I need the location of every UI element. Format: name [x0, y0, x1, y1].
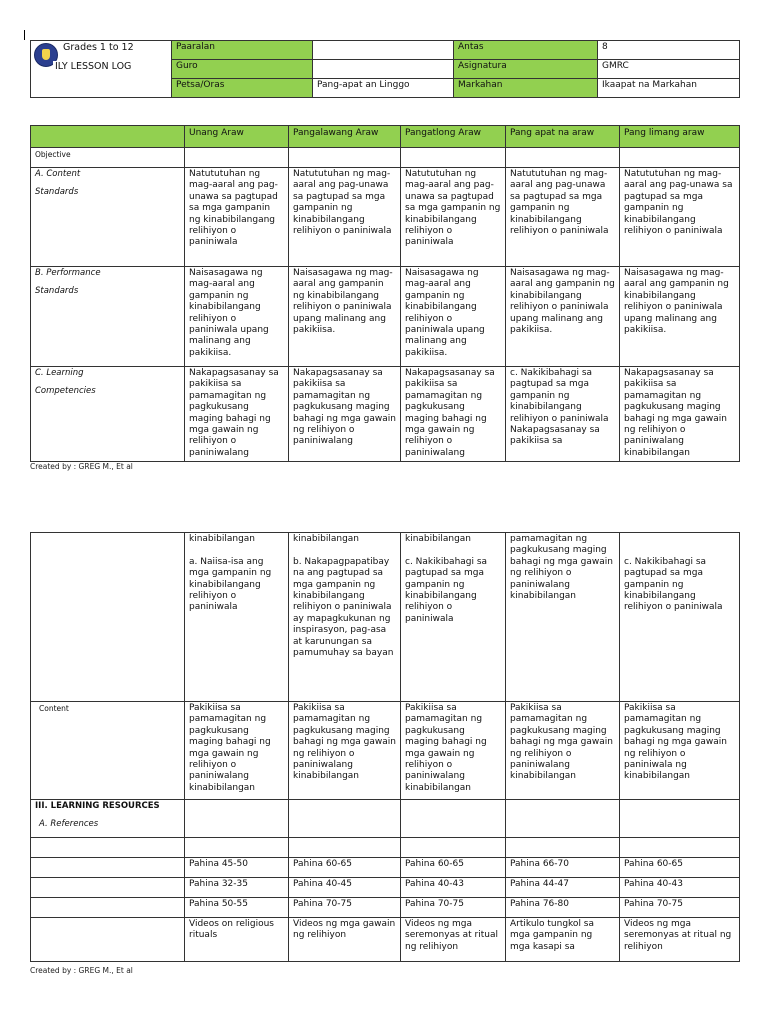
resource-cell[interactable] [620, 800, 740, 838]
objective-cell[interactable] [620, 148, 740, 168]
resource-cell[interactable]: Pahina 70-75 [620, 898, 740, 918]
learning-competencies-label-line2: Competencies [35, 386, 96, 397]
performance-standards-label-line1: B. Performance [35, 268, 101, 278]
content-standard-cell[interactable]: Natututuhan ng mag-aaral ang pag-unawa sa pagtupad sa mga gampanin ng kinabibilangang relihiyon o paniniwala [506, 168, 620, 267]
resource-cell[interactable] [289, 800, 401, 838]
resource-cell[interactable] [185, 838, 289, 858]
performance-standard-cell[interactable]: Naisasagawa ng mag-aaral ang gampanin ng kinabibilangang relihiyon o paniniwala upang malinang ang pakikiisa. [620, 267, 740, 367]
resource-cell[interactable]: Pahina 40-45 [289, 878, 401, 898]
performance-standard-cell[interactable]: Naisasagawa ng mag-aaral ang gampanin ng kinabibilangang relihiyon o paniniwala upang malinang ang pakikiisa. [185, 267, 289, 367]
content-standard-cell[interactable]: Natututuhan ng mag-aaral ang pag-unawa sa pagtupad sa mga gampanin ng kinabibilangang relihiyon o paniniwala [620, 168, 740, 267]
subject-label: Asignatura [454, 60, 598, 79]
resource-label-cell [31, 858, 185, 878]
performance-standards-label-line2: Standards [35, 286, 79, 297]
resource-label-cell [31, 898, 185, 918]
content-standard-cell[interactable]: Natututuhan ng mag-aaral ang pag-unawa sa pagtupad sa mga gampanin ng kinabibilangang relihiyon o paniniwala [289, 168, 401, 267]
resource-cell[interactable]: Pahina 50-55 [185, 898, 289, 918]
resource-cell[interactable]: Videos on religious rituals [185, 918, 289, 962]
resource-cell[interactable]: Pahina 76-80 [506, 898, 620, 918]
header-table [30, 40, 740, 98]
learning-competencies-label-line1: C. Learning [35, 368, 84, 378]
resource-cell[interactable]: Pahina 60-65 [401, 858, 506, 878]
footer-credit: Created by : GREG M., Et al [30, 462, 133, 471]
grade-level-value[interactable]: 8 [598, 41, 740, 60]
content-cell[interactable]: Pakikiisa sa pamamagitan ng pagkukusang maging bahagi ng mga gawain ng relihiyon o paniniwalang kinabibilangan [506, 702, 620, 800]
competencies-continued-label [31, 533, 185, 702]
resource-cell[interactable]: Videos ng mga seremonyas at ritual ng relihiyon [620, 918, 740, 962]
content-standard-cell[interactable]: Natututuhan ng mag-aaral ang pag-unawa sa pagtupad sa mga gampanin ng kinabibilangang relihiyon o paniniwala [185, 168, 289, 267]
competency-cell[interactable]: kinabibilangan c. Nakikibahagi sa pagtupad sa mga gampanin ng kinabibilangang relihiyon o paniniwala [401, 533, 506, 702]
day-header-5: Pang limang araw [620, 126, 740, 148]
resource-cell[interactable]: Pahina 66-70 [506, 858, 620, 878]
content-cell[interactable]: Pakikiisa sa pamamagitan ng pagkukusang maging bahagi ng mga gawain ng relihiyon o paniniwalang kinabibilangan [185, 702, 289, 800]
school-label: Paaralan [172, 41, 313, 60]
day-header-4: Pang apat na araw [506, 126, 620, 148]
date-value[interactable]: Pang-apat an Linggo [313, 79, 454, 98]
objective-label: Objective [31, 148, 185, 168]
day-header-2: Pangalawang Araw [289, 126, 401, 148]
lesson-log-title: ILY LESSON LOG [55, 61, 132, 72]
grade-level-label: Antas [454, 41, 598, 60]
day-header-1: Unang Araw [185, 126, 289, 148]
competency-cell[interactable]: c. Nakikibahagi sa pagtupad sa mga gampanin ng kinabibilangang relihiyon o paniniwala Nakapagsasanay sa pakikiisa sa [506, 367, 620, 462]
objective-cell[interactable] [506, 148, 620, 168]
learning-competencies-label [31, 367, 185, 462]
competency-cell[interactable]: Nakapagsasanay sa pakikiisa sa pamamagitan ng pagkukusang maging bahagi ng mga gawain ng relihiyon o paniniwalang [289, 367, 401, 462]
competency-cell[interactable]: kinabibilangan a. Naiisa-isa ang mga gampanin ng kinabibilangang relihiyon o paniniwala [185, 533, 289, 702]
resource-cell[interactable] [620, 838, 740, 858]
lesson-table-page-1 [30, 125, 740, 462]
resource-cell[interactable]: Pahina 40-43 [401, 878, 506, 898]
date-label: Petsa/Oras [172, 79, 313, 98]
performance-standard-cell[interactable]: Naisasagawa ng mag-aaral ang gampanin ng kinabibilangang relihiyon o paniniwala upang malinang ang pakikiisa. [289, 267, 401, 367]
competency-cell[interactable]: pamamagitan ng pagkukusang maging bahagi ng mga gawain ng relihiyon o paniniwalang kinabibilangan [506, 533, 620, 702]
competency-cell[interactable]: kinabibilangan b. Nakapagpapatibay na ang pagtupad sa mga gampanin ng kinabibilangang relihiyon o paniniwala ay mapagkukunan ng inspirasyon, pag-asa at karunungan sa pamumuhay sa bayan [289, 533, 401, 702]
resource-label-cell [31, 838, 185, 858]
resource-cell[interactable] [401, 800, 506, 838]
school-value[interactable] [313, 41, 454, 60]
resource-cell[interactable] [506, 800, 620, 838]
objective-cell[interactable] [401, 148, 506, 168]
content-standard-cell[interactable]: Natututuhan ng mag-aaral ang pag-unawa sa pagtupad sa mga gampanin ng kinabibilangang relihiyon o paniniwala [401, 168, 506, 267]
resource-cell[interactable] [185, 800, 289, 838]
teacher-label: Guro [172, 60, 313, 79]
grades-label: Grades 1 to 12 [63, 42, 134, 53]
content-standards-label [31, 168, 185, 267]
performance-standards-label [31, 267, 185, 367]
performance-standard-cell[interactable]: Naisasagawa ng mag-aaral ang gampanin ng kinabibilangang relihiyon o paniniwala upang malinang ang pakikiisa. [506, 267, 620, 367]
competency-cell[interactable]: Nakapagsasanay sa pakikiisa sa pamamagitan ng pagkukusang maging bahagi ng mga gawain ng relihiyon o paniniwalang [185, 367, 289, 462]
resource-cell[interactable]: Pahina 70-75 [289, 898, 401, 918]
content-cell[interactable]: Pakikiisa sa pamamagitan ng pagkukusang maging bahagi ng mga gawain ng relihiyon o paniniwalang kinabibilangan [289, 702, 401, 800]
corner-cell [31, 126, 185, 148]
resource-label-cell [31, 918, 185, 962]
teacher-value[interactable] [313, 60, 454, 79]
content-cell[interactable]: Pakikiisa sa pamamagitan ng pagkukusang maging bahagi ng mga gawain ng relihiyon o paniniwala ng kinabibilangan [620, 702, 740, 800]
resource-cell[interactable]: Artikulo tungkol sa mga gampanin ng mga kasapi sa [506, 918, 620, 962]
quarter-value[interactable]: Ikaapat na Markahan [598, 79, 740, 98]
subject-value[interactable]: GMRC [598, 60, 740, 79]
lesson-table-page-2 [30, 532, 740, 962]
content-standards-label-line2: Standards [35, 187, 79, 198]
performance-standard-cell[interactable]: Naisasagawa ng mag-aaral ang gampanin ng kinabibilangang relihiyon o paniniwala upang malinang ang pakikiisa. [401, 267, 506, 367]
resource-cell[interactable] [506, 838, 620, 858]
competency-cell[interactable]: c. Nakikibahagi sa pagtupad sa mga gampanin ng kinabibilangang relihiyon o paniniwala [620, 533, 740, 702]
resource-cell[interactable]: Videos ng mga seremonyas at ritual ng relihiyon [401, 918, 506, 962]
learning-resources-heading: III. LEARNING RESOURCES [35, 801, 160, 811]
day-header-3: Pangatlong Araw [401, 126, 506, 148]
footer-credit: Created by : GREG M., Et al [30, 966, 133, 975]
resource-cell[interactable] [401, 838, 506, 858]
resource-cell[interactable]: Videos ng mga gawain ng relihiyon [289, 918, 401, 962]
resource-cell[interactable]: Pahina 60-65 [289, 858, 401, 878]
resource-cell[interactable]: Pahina 60-65 [620, 858, 740, 878]
references-label: A. References [39, 819, 99, 830]
objective-cell[interactable] [289, 148, 401, 168]
resource-label-cell [31, 878, 185, 898]
header-logo-cell [31, 41, 172, 98]
competency-cell[interactable]: Nakapagsasanay sa pakikiisa sa pamamagitan ng pagkukusang maging bahagi ng mga gawain ng relihiyon o paniniwalang [401, 367, 506, 462]
competency-cell[interactable]: Nakapagsasanay sa pakikiisa sa pamamagitan ng pagkukusang maging bahagi ng mga gawain ng relihiyon o paniniwalang kinabibilangan [620, 367, 740, 462]
content-cell[interactable]: Pakikiisa sa pamamagitan ng pagkukusang maging bahagi ng mga gawain ng relihiyon o paniniwalang kinabibilangan [401, 702, 506, 800]
quarter-label: Markahan [454, 79, 598, 98]
learning-resources-label [31, 800, 185, 838]
resource-cell[interactable] [289, 838, 401, 858]
content-label: Content [31, 702, 185, 800]
resource-cell[interactable]: Pahina 32-35 [185, 878, 289, 898]
resource-cell[interactable]: Pahina 40-43 [620, 878, 740, 898]
resource-cell[interactable]: Pahina 45-50 [185, 858, 289, 878]
content-standards-label-line1: A. Content [35, 169, 81, 179]
resource-cell[interactable]: Pahina 44-47 [506, 878, 620, 898]
objective-cell[interactable] [185, 148, 289, 168]
text-cursor [24, 30, 25, 40]
resource-cell[interactable]: Pahina 70-75 [401, 898, 506, 918]
